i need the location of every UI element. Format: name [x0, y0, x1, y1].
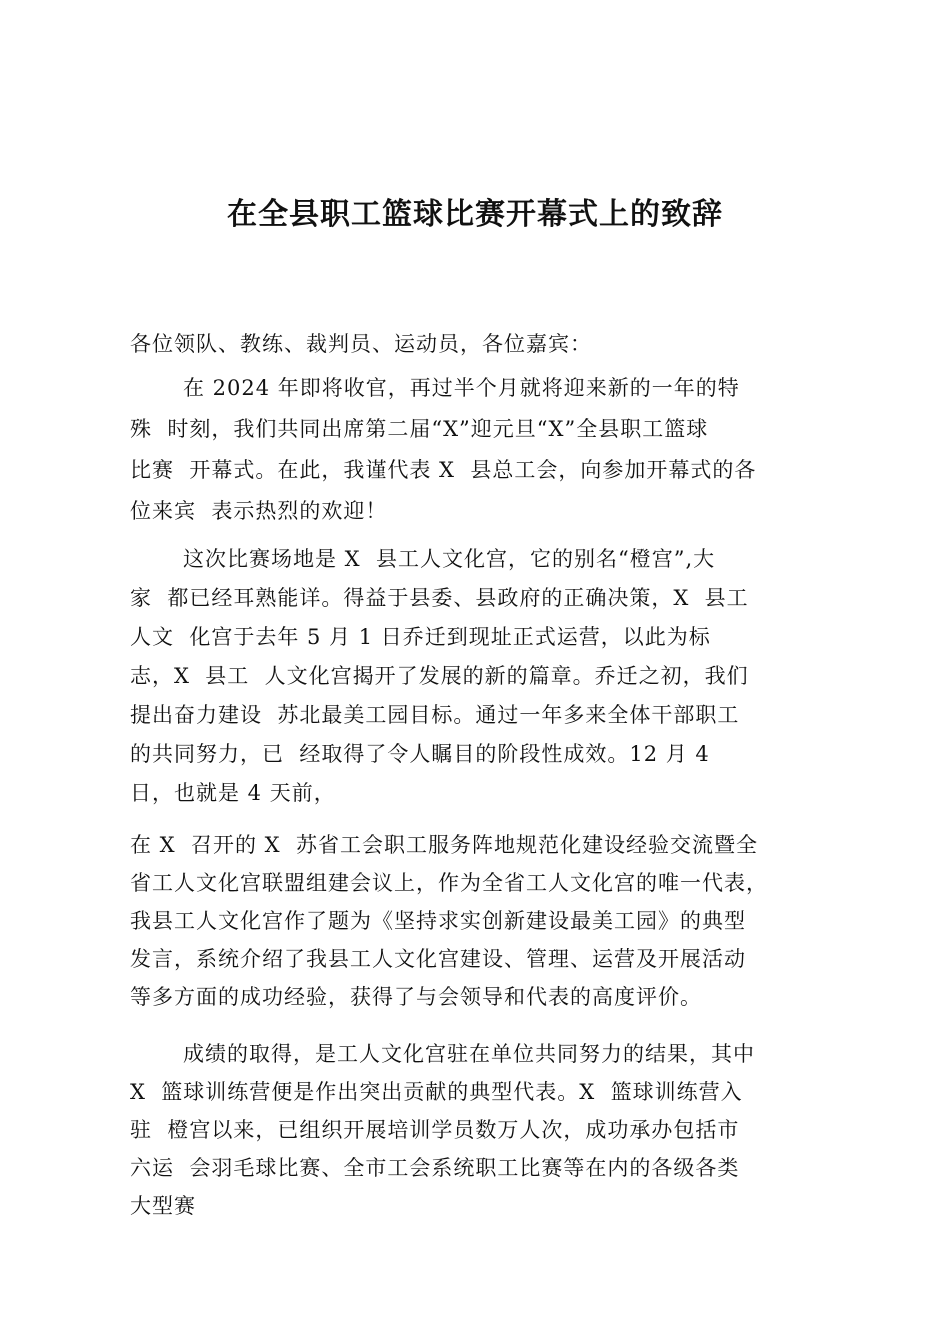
salutation: 各位领队、教练、裁判员、运动员，各位嘉宾：	[130, 332, 592, 356]
paragraph-line: 日，也就是 4 天前，	[130, 781, 336, 805]
paragraph-1	[130, 368, 820, 532]
paragraph-2	[130, 540, 820, 813]
paragraph-line: 的共同努力，已 经取得了令人瞩目的阶段性成效。12 月 4	[130, 742, 710, 766]
paragraph-line: 提出奋力建设 苏北最美工园目标。通过一年多来全体干部职工	[130, 703, 740, 727]
paragraph-line: 成绩的取得，是工人文化宫驻在单位共同努力的结果，其中	[183, 1042, 755, 1066]
paragraph-line: 殊 时刻，我们共同出席第二届“X”迎元旦“X”全县职工篮球	[130, 417, 709, 441]
paragraph-line: 省工人文化宫联盟组建会议上，作为全省工人文化宫的唯一代表，	[130, 871, 768, 895]
document-title: 在全县职工篮球比赛开幕式上的致辞	[227, 197, 723, 232]
paragraph-line: 我县工人文化宫作了题为《坚持求实创新建设最美工园》的典型	[130, 909, 746, 933]
paragraph-line: X 篮球训练营便是作出突出贡献的典型代表。X 篮球训练营入	[130, 1080, 743, 1104]
paragraph-line: 比赛 开幕式。在此，我谨代表 X 县总工会，向参加开幕式的各	[130, 458, 757, 482]
paragraph-line: 大型赛	[130, 1194, 196, 1218]
paragraph-line: 家 都已经耳熟能详。得益于县委、县政府的正确决策，X 县工	[130, 586, 749, 610]
paragraph-line: 在 2024 年即将收官，再过半个月就将迎来新的一年的特	[183, 376, 740, 400]
paragraph-3	[130, 826, 820, 1016]
paragraph-line: 位来宾 表示热烈的欢迎！	[130, 499, 388, 523]
paragraph-line: 驻 橙宫以来，已组织开展培训学员数万人次，成功承办包括市	[130, 1118, 740, 1142]
paragraph-line: 人文 化宫于去年 5 月 1 日乔迁到现址正式运营，以此为标	[130, 625, 711, 649]
paragraph-line: 这次比赛场地是 X 县工人文化宫，它的别名“橙宫”,大	[183, 547, 716, 571]
paragraph-line: 等多方面的成功经验，获得了与会领导和代表的高度评价。	[130, 985, 702, 1009]
paragraph-line: 发言，系统介绍了我县工人文化宫建设、管理、运营及开展活动	[130, 947, 746, 971]
paragraph-line: 六运 会羽毛球比赛、全市工会系统职工比赛等在内的各级各类	[130, 1156, 740, 1180]
paragraph-line: 在 X 召开的 X 苏省工会职工服务阵地规范化建设经验交流暨全	[130, 833, 758, 857]
paragraph-line: 志，X 县工 人文化宫揭开了发展的新的篇章。乔迁之初，我们	[130, 664, 749, 688]
paragraph-4	[130, 1035, 820, 1225]
